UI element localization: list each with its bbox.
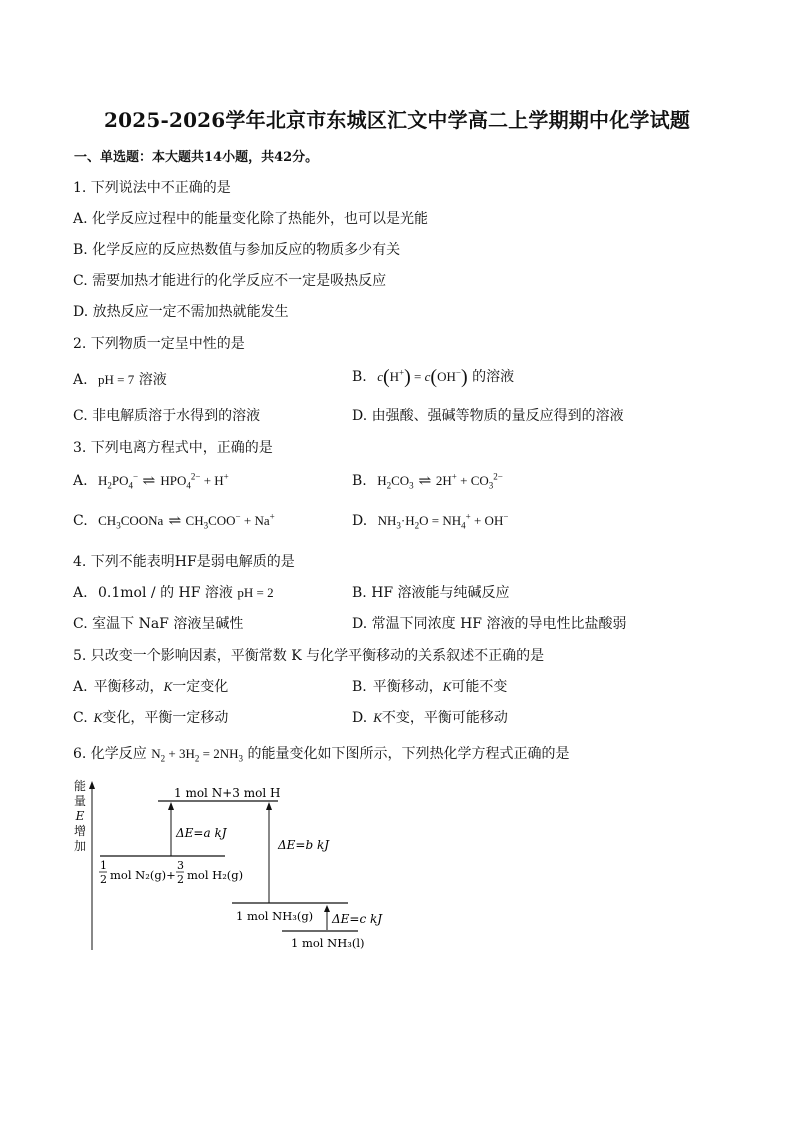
delta-b-label: ΔE=b kJ bbox=[278, 838, 330, 852]
ylabel-char: E bbox=[75, 809, 85, 823]
arrow-head-icon bbox=[324, 905, 330, 912]
q3-option-a[interactable] bbox=[73, 473, 229, 490]
q2-option-a[interactable] bbox=[73, 369, 167, 389]
option-text: 一定变化 bbox=[172, 679, 229, 695]
q2-option-d[interactable]: D. 由强酸、强碱等物质的量反应得到的溶液 bbox=[352, 408, 624, 424]
option-text: 0.1mol / 的 HF 溶液 bbox=[98, 585, 233, 601]
q4-stem: 4. 下列不能表明HF是弱电解质的是 bbox=[73, 554, 295, 570]
axis-arrow-icon bbox=[89, 781, 95, 789]
q1-option-c[interactable]: C. 需要加热才能进行的化学反应不一定是吸热反应 bbox=[73, 273, 387, 289]
ionization-equation: $H_2CO_3$ ⇌ $2H^+ + CO_3^{2-}$ bbox=[377, 471, 503, 491]
k-symbol: K bbox=[163, 679, 173, 694]
option-tag: A. bbox=[73, 679, 88, 695]
option-tag: D. bbox=[352, 710, 368, 726]
k-symbol: K bbox=[442, 679, 452, 694]
q2-option-b[interactable] bbox=[352, 366, 514, 389]
ylabel-char: 增 bbox=[73, 824, 86, 838]
k-symbol: K bbox=[93, 710, 103, 725]
q6-stem-prefix: 6. 化学反应 bbox=[73, 746, 147, 762]
nh3-gas-label: 1 mol NH₃(g) bbox=[236, 909, 314, 923]
q2-stem: 2. 下列物质一定呈中性的是 bbox=[73, 336, 245, 352]
q1-option-d[interactable]: D. 放热反应一定不需加热就能发生 bbox=[73, 304, 289, 320]
option-text: 平衡移动， bbox=[372, 679, 443, 695]
reactant-frac-1-den: 2 bbox=[100, 873, 107, 886]
option-tag: D. bbox=[352, 513, 368, 529]
arrow-head-icon bbox=[266, 802, 272, 810]
q5-option-c[interactable] bbox=[73, 707, 228, 727]
option-text: 不变，平衡可能移动 bbox=[381, 710, 508, 726]
reactant-frac-3-den: 2 bbox=[177, 873, 184, 886]
option-text: 的溶液 bbox=[472, 369, 515, 385]
reactant-label: mol N₂(g)+ bbox=[110, 868, 176, 882]
section-heading: 一、单选题：本大题共14小题，共42分。 bbox=[74, 150, 319, 165]
q3-option-d[interactable] bbox=[352, 513, 508, 529]
q6-stem bbox=[73, 743, 569, 763]
delta-c-label: ΔE=c kJ bbox=[332, 912, 383, 926]
reaction-equation: $N_2 + 3H_2 = 2NH_3$ bbox=[151, 746, 243, 764]
q1-option-b[interactable]: B. 化学反应的反应热数值与参加反应的物质多少有关 bbox=[73, 242, 401, 258]
concentration-equality: c(H+) = c(OH−) bbox=[377, 366, 468, 388]
option-tag: B. bbox=[352, 369, 367, 385]
top-level-label: 1 mol N+3 mol H bbox=[174, 786, 281, 800]
q4-option-c[interactable]: C. 室温下 NaF 溶液呈碱性 bbox=[73, 616, 244, 632]
reactant-frac-1: 1 bbox=[100, 859, 107, 872]
reactant-label-tail: mol H₂(g) bbox=[187, 868, 244, 882]
option-tag: A. bbox=[73, 473, 88, 489]
option-tag: C. bbox=[73, 710, 88, 726]
ionization-equation: $H_2PO_4^-$ ⇌ $HPO_4^{2-} + H^+$ bbox=[98, 471, 229, 491]
delta-a-label: ΔE=a kJ bbox=[176, 826, 227, 840]
ylabel-char: 量 bbox=[73, 794, 86, 808]
q3-stem: 3. 下列电离方程式中，正确的是 bbox=[73, 440, 273, 456]
option-text: 可能不变 bbox=[451, 679, 508, 695]
q4-option-b[interactable]: B. HF 溶液能与纯碱反应 bbox=[352, 585, 510, 601]
ph-value: pH = 2 bbox=[237, 585, 274, 600]
q5-option-b[interactable] bbox=[352, 676, 507, 696]
ylabel-char: 加 bbox=[73, 839, 86, 853]
option-tag: C. bbox=[73, 513, 88, 529]
option-tag: B. bbox=[352, 679, 367, 695]
q4-option-a[interactable] bbox=[73, 582, 274, 602]
q1-option-a[interactable]: A. 化学反应过程中的能量变化除了热能外，也可以是光能 bbox=[73, 211, 429, 227]
q5-option-a[interactable] bbox=[73, 676, 228, 696]
option-tag: B. bbox=[352, 473, 367, 489]
q6-stem-suffix: 的能量变化如下图所示，下列热化学方程式正确的是 bbox=[247, 746, 570, 762]
nh3-liquid-label: 1 mol NH₃(l) bbox=[291, 936, 365, 950]
ionization-equation: $NH_3\cdot H_2O = NH_4^+ + OH^-$ bbox=[377, 511, 509, 531]
reactant-frac-3: 3 bbox=[177, 859, 184, 872]
q5-option-d[interactable] bbox=[352, 707, 508, 727]
option-text: 溶液 bbox=[138, 372, 167, 388]
q5-stem: 5. 只改变一个影响因素，平衡常数 K 与化学平衡移动的关系叙述不正确的是 bbox=[73, 648, 545, 664]
arrow-head-icon bbox=[168, 802, 174, 810]
q1-stem: 1. 下列说法中不正确的是 bbox=[73, 180, 231, 196]
ylabel-char: 能 bbox=[73, 779, 86, 793]
option-tag: A. bbox=[73, 585, 88, 601]
page-title: 2025-2026学年北京市东城区汇文中学高二上学期期中化学试题 bbox=[103, 108, 691, 132]
k-symbol: K bbox=[373, 710, 382, 725]
q4-option-d[interactable]: D. 常温下同浓度 HF 溶液的导电性比盐酸弱 bbox=[352, 616, 627, 632]
option-text: 平衡移动， bbox=[93, 679, 164, 695]
option-tag: A. bbox=[73, 372, 88, 388]
ionization-equation: $CH_3COONa$ ⇌ $CH_3COO^- + Na^+$ bbox=[98, 511, 275, 531]
q2-option-c[interactable]: C. 非电解质溶于水得到的溶液 bbox=[73, 408, 261, 424]
ph-expression: pH = 7 bbox=[98, 372, 135, 387]
energy-level-diagram bbox=[70, 775, 390, 955]
q3-option-c[interactable] bbox=[73, 513, 275, 530]
option-text: 变化，平衡一定移动 bbox=[102, 710, 229, 726]
q3-option-b[interactable] bbox=[352, 473, 503, 490]
